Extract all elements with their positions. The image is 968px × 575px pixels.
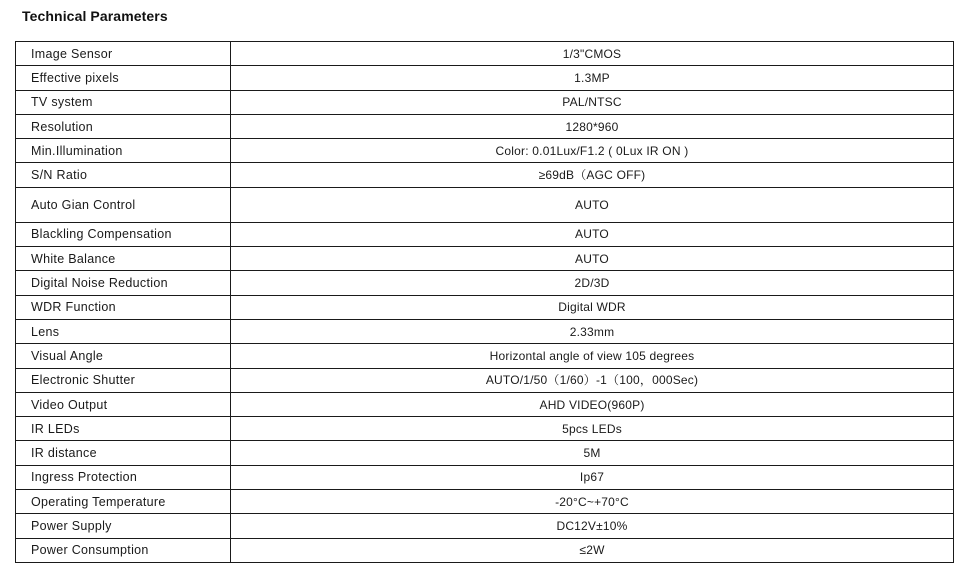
parameter-name: Lens bbox=[16, 319, 231, 343]
table-row bbox=[16, 344, 954, 368]
parameter-value: AUTO bbox=[231, 247, 954, 271]
parameter-name: Power Consumption bbox=[16, 538, 231, 562]
table-row bbox=[16, 295, 954, 319]
table-row bbox=[16, 465, 954, 489]
document-title: Technical Parameters bbox=[22, 8, 168, 24]
table-row bbox=[16, 538, 954, 562]
parameter-name: Image Sensor bbox=[16, 42, 231, 66]
table-row bbox=[16, 490, 954, 514]
table-row bbox=[16, 514, 954, 538]
parameter-name: Resolution bbox=[16, 114, 231, 138]
parameter-value: AHD VIDEO(960P) bbox=[231, 392, 954, 416]
parameter-name: Ingress Protection bbox=[16, 465, 231, 489]
parameter-value: Digital WDR bbox=[231, 295, 954, 319]
table-row bbox=[16, 187, 954, 222]
table-row bbox=[16, 417, 954, 441]
parameter-value: AUTO bbox=[231, 222, 954, 246]
parameter-name: Operating Temperature bbox=[16, 490, 231, 514]
table-row bbox=[16, 222, 954, 246]
parameter-name: Blackling Compensation bbox=[16, 222, 231, 246]
parameter-name: TV system bbox=[16, 90, 231, 114]
table-row bbox=[16, 368, 954, 392]
table-row bbox=[16, 247, 954, 271]
table-row bbox=[16, 441, 954, 465]
table-row bbox=[16, 271, 954, 295]
parameter-name: Visual Angle bbox=[16, 344, 231, 368]
parameter-value: 1.3MP bbox=[231, 66, 954, 90]
parameter-value: AUTO bbox=[231, 187, 954, 222]
parameter-value: Horizontal angle of view 105 degrees bbox=[231, 344, 954, 368]
parameter-value: Color: 0.01Lux/F1.2 ( 0Lux IR ON ) bbox=[231, 139, 954, 163]
parameter-name: Auto Gian Control bbox=[16, 187, 231, 222]
parameter-name: Effective pixels bbox=[16, 66, 231, 90]
table-row bbox=[16, 392, 954, 416]
parameter-name: Video Output bbox=[16, 392, 231, 416]
parameter-name: IR LEDs bbox=[16, 417, 231, 441]
parameter-value: ≥69dB（AGC OFF) bbox=[231, 163, 954, 187]
parameter-name: S/N Ratio bbox=[16, 163, 231, 187]
parameter-name: White Balance bbox=[16, 247, 231, 271]
parameter-value: 1280*960 bbox=[231, 114, 954, 138]
parameter-value: 1/3"CMOS bbox=[231, 42, 954, 66]
table-row bbox=[16, 42, 954, 66]
parameter-value: PAL/NTSC bbox=[231, 90, 954, 114]
table-row bbox=[16, 319, 954, 343]
parameter-value: 2D/3D bbox=[231, 271, 954, 295]
parameter-value: 5pcs LEDs bbox=[231, 417, 954, 441]
parameter-value: DC12V±10% bbox=[231, 514, 954, 538]
table-row bbox=[16, 90, 954, 114]
parameter-value: Ip67 bbox=[231, 465, 954, 489]
parameter-name: IR distance bbox=[16, 441, 231, 465]
table-row bbox=[16, 139, 954, 163]
table-row bbox=[16, 114, 954, 138]
parameter-name: Power Supply bbox=[16, 514, 231, 538]
table-row bbox=[16, 66, 954, 90]
parameter-value: ≤2W bbox=[231, 538, 954, 562]
parameter-value: -20°C~+70°C bbox=[231, 490, 954, 514]
parameter-name: Electronic Shutter bbox=[16, 368, 231, 392]
technical-parameters-table bbox=[15, 41, 954, 563]
table-row bbox=[16, 163, 954, 187]
parameter-name: WDR Function bbox=[16, 295, 231, 319]
parameter-value: AUTO/1/50（1/60）-1（100，000Sec) bbox=[231, 368, 954, 392]
parameter-name: Min.Illumination bbox=[16, 139, 231, 163]
parameter-value: 5M bbox=[231, 441, 954, 465]
parameter-value: 2.33mm bbox=[231, 319, 954, 343]
parameter-name: Digital Noise Reduction bbox=[16, 271, 231, 295]
